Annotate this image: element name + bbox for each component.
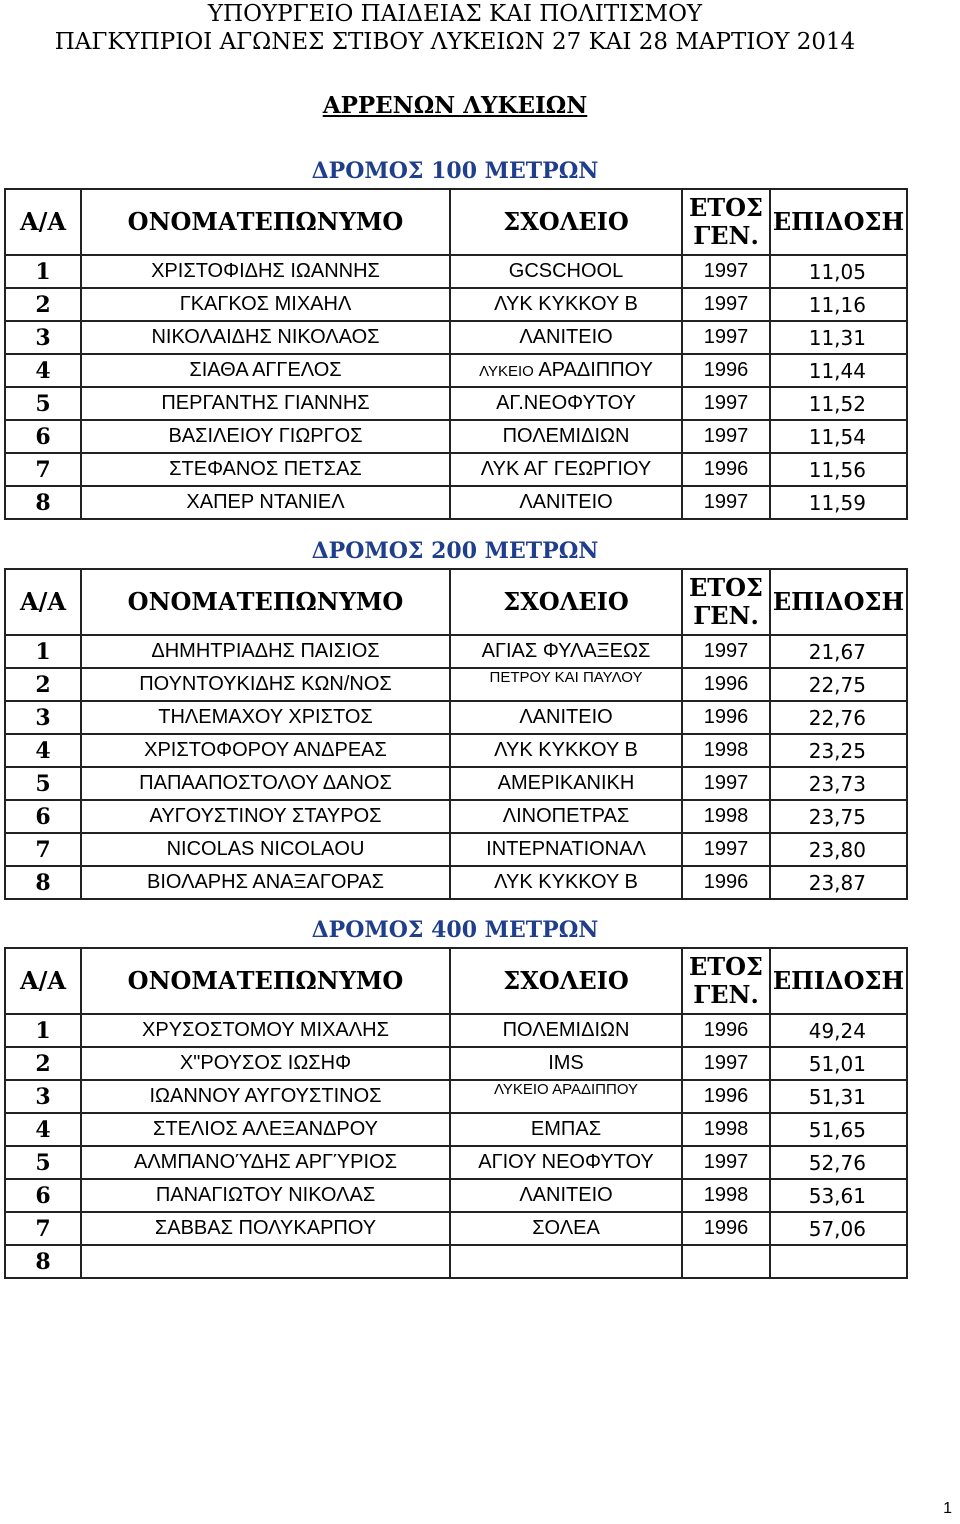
cell-name: ΣΤΕΦΑΝΟΣ ΠΕΤΣΑΣ bbox=[81, 453, 450, 486]
cell-school: GCSCHOOL bbox=[450, 255, 682, 288]
table-row bbox=[5, 734, 907, 767]
cell-school: ΣΟΛΕΑ bbox=[450, 1212, 682, 1245]
cell-performance: 11,31 bbox=[770, 321, 907, 354]
cell-year: 1997 bbox=[682, 420, 770, 453]
table-header-row bbox=[5, 189, 907, 255]
cell-aa: 1 bbox=[5, 255, 81, 288]
cell-name: ΣΙΑΘΑ ΑΓΓΕΛΟΣ bbox=[81, 354, 450, 387]
race-title: ΔΡΟΜΟΣ 100 ΜΕΤΡΩΝ bbox=[311, 158, 599, 184]
header-aa: Α/Α bbox=[5, 948, 81, 1014]
table-row bbox=[5, 767, 907, 800]
cell-name: NICOLAS NICOLAOU bbox=[81, 833, 450, 866]
cell-school bbox=[450, 354, 682, 387]
cell-performance: 51,01 bbox=[770, 1047, 907, 1080]
cell-year: 1996 bbox=[682, 1014, 770, 1047]
header-name: ΟΝΟΜΑΤΕΠΩΝΥΜΟ bbox=[81, 189, 450, 255]
cell-name: ΤΗΛΕΜΑΧΟΥ ΧΡΙΣΤΟΣ bbox=[81, 701, 450, 734]
cell-name: ΙΩΑΝΝΟΥ ΑΥΓΟΥΣΤΙΝΟΣ bbox=[81, 1080, 450, 1113]
cell-year: 1997 bbox=[682, 635, 770, 668]
table-row bbox=[5, 635, 907, 668]
cell-school: ΛΑΝΙΤΕΙΟ bbox=[450, 321, 682, 354]
header-year bbox=[682, 189, 770, 255]
header-performance: ΕΠΙΔΟΣΗ bbox=[770, 569, 907, 635]
header-school: ΣΧΟΛΕΙΟ bbox=[450, 189, 682, 255]
header-year bbox=[682, 569, 770, 635]
cell-performance: 23,73 bbox=[770, 767, 907, 800]
cell-aa: 2 bbox=[5, 668, 81, 701]
cell-performance: 23,25 bbox=[770, 734, 907, 767]
cell-name: ΒΙΟΛΑΡΗΣ ΑΝΑΞΑΓΟΡΑΣ bbox=[81, 866, 450, 899]
table-row bbox=[5, 288, 907, 321]
cell-school: ΛΑΝΙΤΕΙΟ bbox=[450, 486, 682, 519]
cell-aa: 3 bbox=[5, 321, 81, 354]
cell-school: ΙΝΤΕΡΝΑΤΙΟΝΑΛ bbox=[450, 833, 682, 866]
cell-school: ΛΑΝΙΤΕΙΟ bbox=[450, 701, 682, 734]
cell-performance: 21,67 bbox=[770, 635, 907, 668]
cell-name: ΝΙΚΟΛΑΙΔΗΣ ΝΙΚΟΛΑΟΣ bbox=[81, 321, 450, 354]
cell-year: 1998 bbox=[682, 1113, 770, 1146]
school-prefix: ΛΥΚΕΙΟ bbox=[479, 363, 534, 380]
cell-name: Χ"ΡΟΥΣΟΣ ΙΩΣΗΦ bbox=[81, 1047, 450, 1080]
table-row bbox=[5, 387, 907, 420]
cell-performance: 11,16 bbox=[770, 288, 907, 321]
table-row bbox=[5, 701, 907, 734]
cell-name: ΔΗΜΗΤΡΙΑΔΗΣ ΠΑΙΣΙΟΣ bbox=[81, 635, 450, 668]
cell-performance: 23,80 bbox=[770, 833, 907, 866]
cell-school: IMS bbox=[450, 1047, 682, 1080]
header-performance: ΕΠΙΔΟΣΗ bbox=[770, 189, 907, 255]
header-year-line1: ΕΤΟΣ bbox=[688, 193, 764, 222]
cell-performance: 11,44 bbox=[770, 354, 907, 387]
cell-name: ΧΑΠΕΡ ΝΤΑΝΙΕΛ bbox=[81, 486, 450, 519]
results-table bbox=[4, 568, 908, 900]
cell-aa: 4 bbox=[5, 1113, 81, 1146]
cell-name bbox=[81, 1245, 450, 1278]
header-school: ΣΧΟΛΕΙΟ bbox=[450, 948, 682, 1014]
cell-year: 1996 bbox=[682, 701, 770, 734]
cell-performance: 23,75 bbox=[770, 800, 907, 833]
cell-aa: 5 bbox=[5, 1146, 81, 1179]
cell-school bbox=[450, 1245, 682, 1278]
cell-performance bbox=[770, 1245, 907, 1278]
table-row bbox=[5, 1179, 907, 1212]
cell-school: ΠΟΛΕΜΙΔΙΩΝ bbox=[450, 1014, 682, 1047]
cell-name: ΑΥΓΟΥΣΤΙΝΟΥ ΣΤΑΥΡΟΣ bbox=[81, 800, 450, 833]
header-year-line1: ΕΤΟΣ bbox=[688, 952, 764, 981]
cell-school: ΕΜΠΑΣ bbox=[450, 1113, 682, 1146]
results-table bbox=[4, 947, 908, 1279]
cell-performance: 11,54 bbox=[770, 420, 907, 453]
table-row bbox=[5, 833, 907, 866]
header-year-line1: ΕΤΟΣ bbox=[688, 573, 764, 602]
cell-year: 1997 bbox=[682, 288, 770, 321]
cell-name: ΣΑΒΒΑΣ ΠΟΛΥΚΑΡΠΟΥ bbox=[81, 1212, 450, 1245]
header-year-line2: ΓΕΝ. bbox=[693, 980, 759, 1009]
page-number: 1 bbox=[943, 1500, 952, 1517]
cell-performance: 49,24 bbox=[770, 1014, 907, 1047]
cell-year: 1998 bbox=[682, 1179, 770, 1212]
cell-year: 1997 bbox=[682, 387, 770, 420]
header-name: ΟΝΟΜΑΤΕΠΩΝΥΜΟ bbox=[81, 948, 450, 1014]
cell-name: ΧΡΙΣΤΟΦΟΡΟΥ ΑΝΔΡΕΑΣ bbox=[81, 734, 450, 767]
cell-year: 1997 bbox=[682, 833, 770, 866]
table-row bbox=[5, 1014, 907, 1047]
cell-year: 1997 bbox=[682, 321, 770, 354]
ministry-title: ΥΠΟΥΡΓΕΙΟ ΠΑΙΔΕΙΑΣ ΚΑΙ ΠΟΛΙΤΙΣΜΟΥ bbox=[207, 1, 703, 27]
cell-aa: 2 bbox=[5, 288, 81, 321]
event-title: ΠΑΓΚΥΠΡΙΟΙ ΑΓΩΝΕΣ ΣΤΙΒΟΥ ΛΥΚΕΙΩΝ 27 ΚΑΙ 28 ΜΑΡΤΙΟΥ 2014 bbox=[54, 29, 856, 55]
cell-year: 1996 bbox=[682, 866, 770, 899]
cell-school: ΑΓΙΟΥ ΝΕΟΦΥΤΟΥ bbox=[450, 1146, 682, 1179]
cell-school: ΛΥΚ ΚΥΚΚΟΥ Β bbox=[450, 866, 682, 899]
cell-year: 1996 bbox=[682, 1080, 770, 1113]
header-performance: ΕΠΙΔΟΣΗ bbox=[770, 948, 907, 1014]
cell-name: ΠΑΝΑΓΙΩΤΟΥ ΝΙΚΟΛΑΣ bbox=[81, 1179, 450, 1212]
cell-school: ΛΑΝΙΤΕΙΟ bbox=[450, 1179, 682, 1212]
cell-year: 1998 bbox=[682, 734, 770, 767]
cell-aa: 5 bbox=[5, 387, 81, 420]
cell-year: 1996 bbox=[682, 354, 770, 387]
table-row bbox=[5, 1080, 907, 1113]
cell-year: 1996 bbox=[682, 1212, 770, 1245]
cell-school: ΠΕΤΡΟΥ ΚΑΙ ΠΑΥΛΟΥ bbox=[450, 668, 682, 701]
results-table bbox=[4, 188, 908, 520]
table-row bbox=[5, 420, 907, 453]
cell-year: 1997 bbox=[682, 486, 770, 519]
cell-performance: 53,61 bbox=[770, 1179, 907, 1212]
cell-school: ΛΥΚ ΚΥΚΚΟΥ Β bbox=[450, 288, 682, 321]
cell-school: ΛΥΚΕΙΟ ΑΡΑΔΙΠΠΟΥ bbox=[450, 1080, 682, 1113]
table-row bbox=[5, 1146, 907, 1179]
cell-year: 1997 bbox=[682, 767, 770, 800]
race-title: ΔΡΟΜΟΣ 400 ΜΕΤΡΩΝ bbox=[311, 917, 599, 943]
cell-name: ΑΛΜΠΑΝΟΎΔΗΣ ΑΡΓΎΡΙΟΣ bbox=[81, 1146, 450, 1179]
cell-school: ΛΥΚ ΑΓ ΓΕΩΡΓΙΟΥ bbox=[450, 453, 682, 486]
table-row bbox=[5, 866, 907, 899]
cell-performance: 11,52 bbox=[770, 387, 907, 420]
cell-year: 1997 bbox=[682, 255, 770, 288]
cell-school: ΛΥΚ ΚΥΚΚΟΥ Β bbox=[450, 734, 682, 767]
cell-performance: 11,05 bbox=[770, 255, 907, 288]
cell-performance: 51,31 bbox=[770, 1080, 907, 1113]
cell-year: 1996 bbox=[682, 668, 770, 701]
cell-aa: 5 bbox=[5, 767, 81, 800]
table-row bbox=[5, 255, 907, 288]
cell-year: 1998 bbox=[682, 800, 770, 833]
race-title: ΔΡΟΜΟΣ 200 ΜΕΤΡΩΝ bbox=[311, 538, 599, 564]
cell-aa: 3 bbox=[5, 1080, 81, 1113]
cell-aa: 8 bbox=[5, 1245, 81, 1278]
header-year-line2: ΓΕΝ. bbox=[693, 601, 759, 630]
cell-aa: 4 bbox=[5, 354, 81, 387]
cell-performance: 57,06 bbox=[770, 1212, 907, 1245]
cell-name: ΓΚΑΓΚΟΣ ΜΙΧΑΗΛ bbox=[81, 288, 450, 321]
cell-name: ΣΤΕΛΙΟΣ ΑΛΕΞΑΝΔΡΟΥ bbox=[81, 1113, 450, 1146]
school-name: ΑΡΑΔΙΠΠΟΥ bbox=[538, 359, 653, 381]
table-row bbox=[5, 354, 907, 387]
cell-name: ΠΟΥΝΤΟΥΚΙΔΗΣ ΚΩΝ/ΝΟΣ bbox=[81, 668, 450, 701]
header-name: ΟΝΟΜΑΤΕΠΩΝΥΜΟ bbox=[81, 569, 450, 635]
cell-aa: 2 bbox=[5, 1047, 81, 1080]
cell-aa: 8 bbox=[5, 866, 81, 899]
cell-performance: 23,87 bbox=[770, 866, 907, 899]
cell-aa: 4 bbox=[5, 734, 81, 767]
cell-name: ΧΡΙΣΤΟΦΙΔΗΣ ΙΩΑΝΝΗΣ bbox=[81, 255, 450, 288]
header-aa: Α/Α bbox=[5, 569, 81, 635]
cell-aa: 8 bbox=[5, 486, 81, 519]
header-aa: Α/Α bbox=[5, 189, 81, 255]
cell-school: ΑΜΕΡΙΚΑΝΙΚΗ bbox=[450, 767, 682, 800]
cell-name: ΠΑΠΑΑΠΟΣΤΟΛΟΥ ΔΑΝΟΣ bbox=[81, 767, 450, 800]
cell-aa: 7 bbox=[5, 833, 81, 866]
table-header-row bbox=[5, 948, 907, 1014]
cell-name: ΧΡΥΣΟΣΤΟΜΟΥ ΜΙΧΑΛΗΣ bbox=[81, 1014, 450, 1047]
cell-performance: 52,76 bbox=[770, 1146, 907, 1179]
cell-performance: 22,76 bbox=[770, 701, 907, 734]
table-row bbox=[5, 486, 907, 519]
table-header-row bbox=[5, 569, 907, 635]
cell-year: 1996 bbox=[682, 453, 770, 486]
cell-school: ΑΓ.ΝΕΟΦΥΤΟΥ bbox=[450, 387, 682, 420]
header-year bbox=[682, 948, 770, 1014]
table-row bbox=[5, 1047, 907, 1080]
table-row bbox=[5, 668, 907, 701]
table-row bbox=[5, 1245, 907, 1278]
cell-year: 1997 bbox=[682, 1047, 770, 1080]
cell-aa: 7 bbox=[5, 453, 81, 486]
header-school: ΣΧΟΛΕΙΟ bbox=[450, 569, 682, 635]
cell-name: ΒΑΣΙΛΕΙΟΥ ΓΙΩΡΓΟΣ bbox=[81, 420, 450, 453]
cell-year bbox=[682, 1245, 770, 1278]
header-year-line2: ΓΕΝ. bbox=[693, 221, 759, 250]
cell-aa: 6 bbox=[5, 1179, 81, 1212]
cell-school: ΛΙΝΟΠΕΤΡΑΣ bbox=[450, 800, 682, 833]
cell-school: ΠΟΛΕΜΙΔΙΩΝ bbox=[450, 420, 682, 453]
cell-performance: 11,56 bbox=[770, 453, 907, 486]
cell-performance: 22,75 bbox=[770, 668, 907, 701]
cell-aa: 6 bbox=[5, 420, 81, 453]
cell-performance: 11,59 bbox=[770, 486, 907, 519]
table-row bbox=[5, 321, 907, 354]
cell-performance: 51,65 bbox=[770, 1113, 907, 1146]
cell-aa: 1 bbox=[5, 635, 81, 668]
table-row bbox=[5, 453, 907, 486]
table-row bbox=[5, 800, 907, 833]
cell-aa: 7 bbox=[5, 1212, 81, 1245]
cell-aa: 3 bbox=[5, 701, 81, 734]
table-row bbox=[5, 1113, 907, 1146]
cell-aa: 6 bbox=[5, 800, 81, 833]
cell-aa: 1 bbox=[5, 1014, 81, 1047]
cell-year: 1997 bbox=[682, 1146, 770, 1179]
cell-school: ΑΓΙΑΣ ΦΥΛΑΞΕΩΣ bbox=[450, 635, 682, 668]
cell-name: ΠΕΡΓΑΝΤΗΣ ΓΙΑΝΝΗΣ bbox=[81, 387, 450, 420]
category-title: ΑΡΡΕΝΩΝ ΛΥΚΕΙΩΝ bbox=[322, 92, 588, 119]
table-row bbox=[5, 1212, 907, 1245]
